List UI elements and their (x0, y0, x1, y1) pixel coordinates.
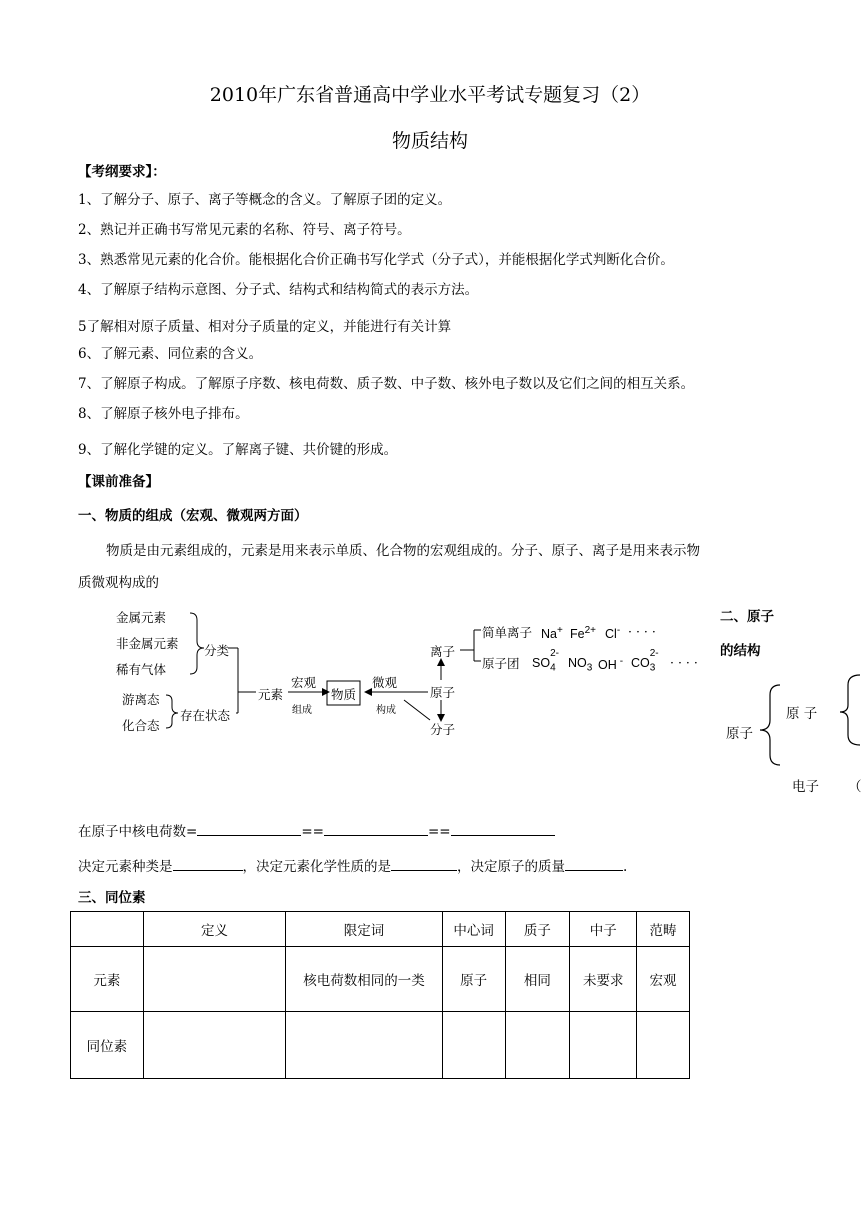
diagram-nonmetal: 非金属元素 (116, 636, 179, 651)
ellipsis: · · · · (628, 624, 656, 639)
blank-field[interactable] (324, 823, 428, 836)
electron-label: 电子 (792, 779, 819, 795)
diagram-simple-ion: 简单离子 (482, 625, 533, 640)
table-cell[interactable] (143, 1012, 286, 1079)
table-cell[interactable] (570, 1012, 637, 1079)
page-subtitle: 物质结构 (391, 130, 468, 152)
diagram-compose: 组成 (292, 705, 312, 716)
table-row (71, 1012, 690, 1079)
table-header-cell (71, 912, 144, 947)
diagram-metal: 金属元素 (116, 610, 167, 625)
page-title: 2010年广东省普通高中学业水平考试专题复习（2） (209, 84, 651, 106)
table-cell[interactable] (505, 1012, 570, 1079)
classification-brace (190, 613, 204, 674)
formula-na: Na+ (541, 625, 563, 642)
requirement-item: 2、熟记并正确书写常见元素的名称、符号、离子符号。 (78, 222, 411, 238)
diagram-substance: 物质 (331, 687, 357, 702)
diagram-classify: 分类 (204, 643, 230, 658)
requirements-heading: 【考纲要求】： (78, 164, 166, 180)
table-row (71, 947, 690, 1012)
table-cell[interactable] (143, 947, 286, 1012)
diagram-molecule: 分子 (430, 722, 456, 737)
formula-oh: OH - (598, 656, 624, 673)
section3-title: 三、同位素 (78, 890, 146, 906)
section1-title: 一、物质的组成（宏观、微观两方面） (78, 508, 308, 524)
blank-field[interactable] (391, 858, 457, 871)
nucleus-brace (840, 675, 860, 745)
requirement-item: 8、了解原子核外电子排布。 (78, 406, 249, 422)
table-header-row (71, 912, 690, 947)
requirement-item: 5了解相对原子质量、相对分子质量的定义，并能进行有关计算 (78, 319, 452, 335)
requirement-item: 1、了解分子、原子、离子等概念的含义。了解原子团的定义。 (78, 192, 452, 208)
requirement-item: 7、了解原子构成。了解原子序数、核电荷数、质子数、中子数、核外电子数以及它们之间的相互关系。 (78, 376, 695, 392)
table-cell: 核电荷数相同的一类 (286, 947, 442, 1012)
electron-paren: （ (848, 779, 862, 795)
formula-fe: $Fe^{2+}$ (570, 625, 596, 642)
atom-structure-brace (760, 685, 780, 765)
requirement-item: 3、熟悉常见元素的化合价。能根据化合价正确书写化学式（分子式），并能根据化学式判断化合价。 (78, 252, 674, 268)
table-cell: 原子 (442, 947, 505, 1012)
table-cell: 未要求 (570, 947, 637, 1012)
diagram-noble: 稀有气体 (116, 662, 167, 677)
formula-so4: SO 2- $_4$ (532, 648, 559, 674)
atom-label: 原子 (726, 726, 753, 742)
requirement-item: 6、了解元素、同位素的含义。 (78, 346, 263, 362)
formula-no3: $NO_3$ (568, 656, 593, 674)
table-header-cell: 限定词 (286, 912, 442, 947)
section1-paragraph: 质微观构成的 (78, 575, 159, 591)
table-cell: 同位素 (71, 1012, 144, 1079)
table-cell[interactable] (637, 1012, 690, 1079)
table-cell[interactable] (442, 1012, 505, 1079)
diagram-existence: 存在状态 (180, 708, 231, 723)
formula-cl: Cl- (605, 625, 621, 642)
section1-paragraph: 物质是由元素组成的，元素是用来表示单质、化合物的宏观组成的。分子、原子、离子是用来表示物 (106, 543, 700, 559)
formula-co3: CO 2- $_3$ (631, 648, 659, 674)
table-cell: 宏观 (637, 947, 690, 1012)
nucleus-label: 原 子 (786, 706, 818, 722)
state-brace (166, 695, 178, 728)
table-header-cell: 中心词 (442, 912, 505, 947)
section2-title: 二、原子 (720, 609, 774, 625)
blank-field[interactable] (173, 858, 243, 871)
diagram-ion-group: 原子团 (482, 656, 520, 671)
blank-field[interactable] (197, 823, 301, 836)
table-cell: 相同 (505, 947, 570, 1012)
diagram-atom: 原子 (430, 685, 456, 700)
table-cell: 元素 (71, 947, 144, 1012)
diagram-ion: 离子 (430, 644, 456, 659)
section2-title-cont: 的结构 (720, 643, 761, 659)
diagram-combined-state: 化合态 (122, 718, 160, 733)
diagram-macro: 宏观 (291, 675, 317, 690)
requirement-item: 9、了解化学键的定义。了解离子键、共价键的形成。 (78, 442, 398, 458)
diagram-micro: 微观 (372, 675, 398, 690)
blank-field[interactable] (451, 823, 555, 836)
requirement-item: 4、了解原子结构示意图、分子式、结构式和结构简式的表示方法。 (78, 282, 479, 298)
ellipsis: · · · · (670, 655, 698, 670)
table-header-cell: 范畴 (637, 912, 690, 947)
fill-line-1: 在原子中核电荷数= == == (78, 820, 555, 840)
diagram-constitute: 构成 (376, 705, 396, 716)
table-cell[interactable] (286, 1012, 442, 1079)
table-header-cell: 定义 (143, 912, 286, 947)
blank-field[interactable] (565, 858, 623, 871)
diagram-free-state: 游离态 (122, 692, 160, 707)
table-header-cell: 中子 (570, 912, 637, 947)
diagram-element: 元素 (258, 687, 284, 702)
prep-heading: 【课前准备】 (78, 474, 159, 490)
fill-line-2: 决定元素种类是 ，决定元素化学性质的是 ，决定原子的质量 . (78, 859, 628, 875)
table-header-cell: 质子 (505, 912, 570, 947)
isotope-table (70, 911, 690, 1079)
